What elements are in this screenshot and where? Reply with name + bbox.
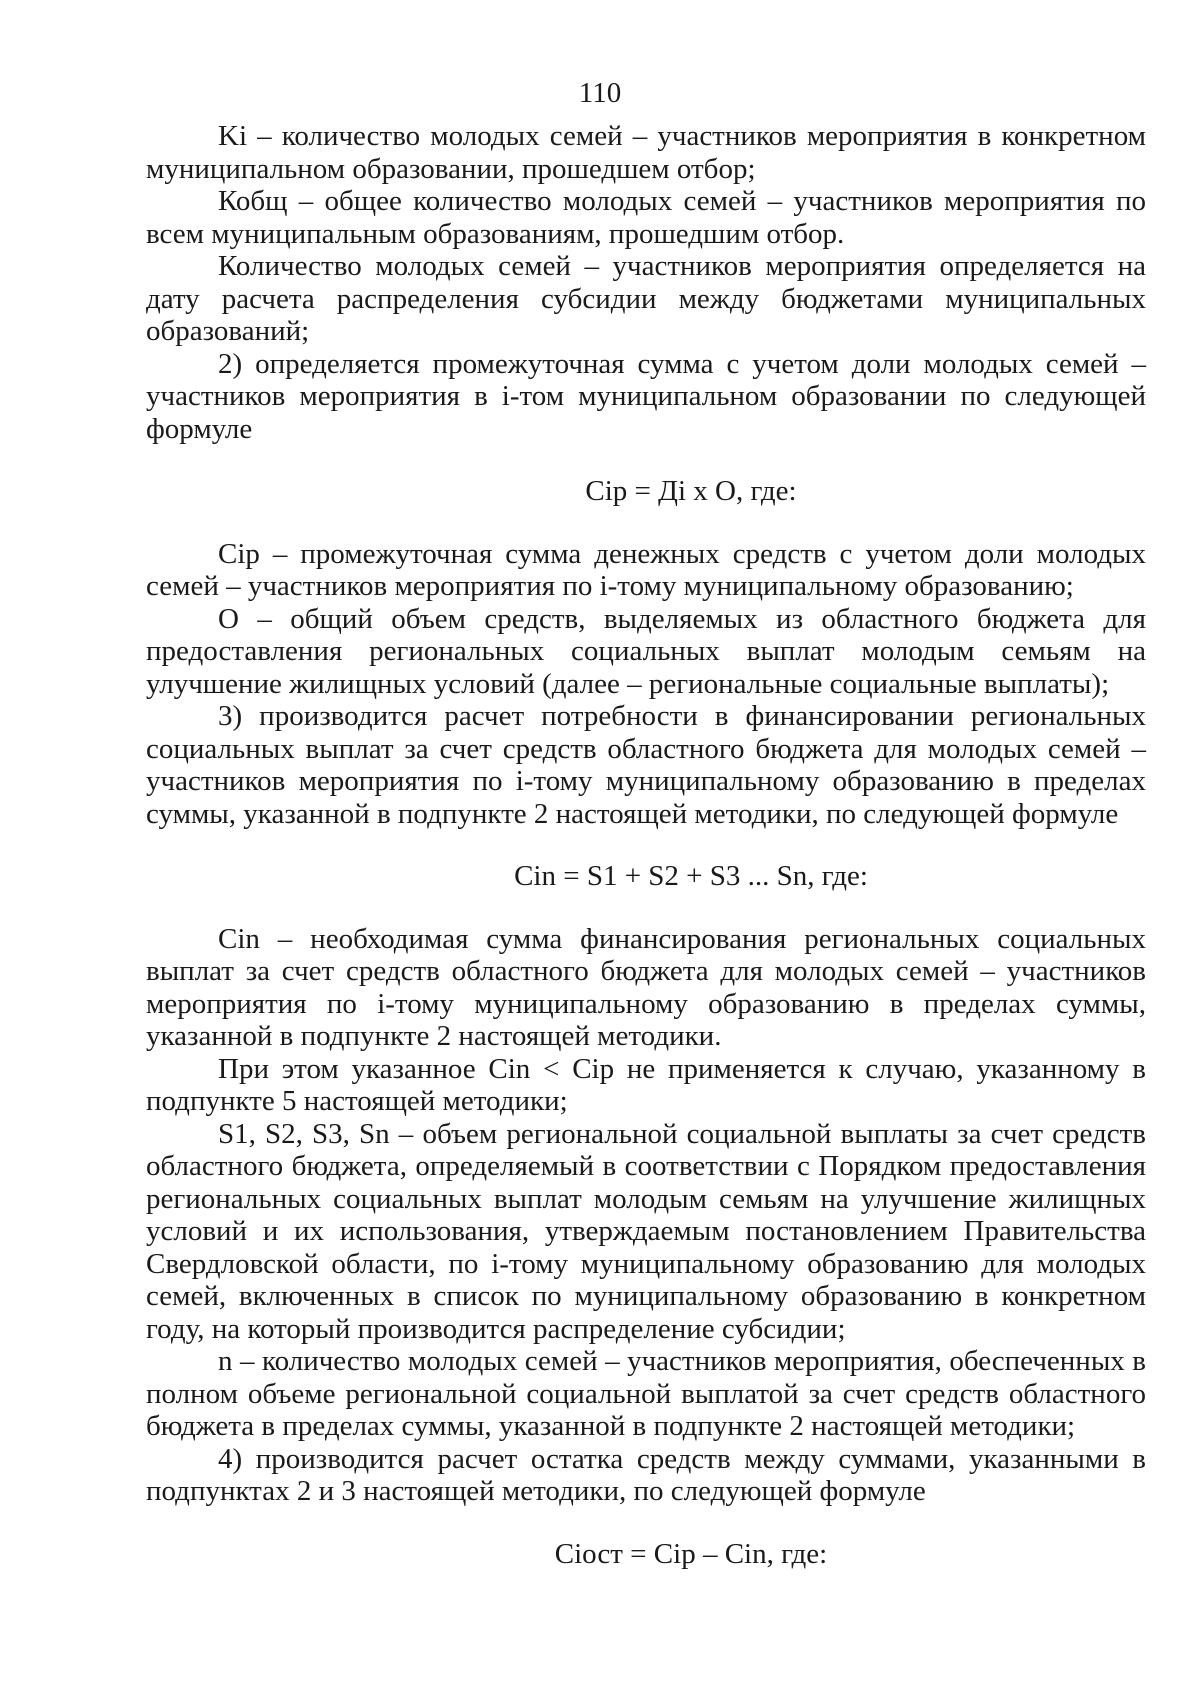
- paragraph-cir-definition: Ciр – промежуточная сумма денежных средств с учетом доли молодых семей – участников мероприятия по i-тому муниципальному образованию;: [146, 537, 1146, 602]
- paragraph-kobsch-definition: Кобщ – общее количество молодых семей – участников мероприятия по всем муниципальным образованиям, прошедшим отбор.: [146, 185, 1146, 250]
- paragraph-s-definition: S1, S2, S3, Sn – объем региональной социальной выплаты за счет средств областного бюджета, определяемый в соответствии с Порядком предоставления региональных социальных выплат молодым семьям на улучшение жилищных условий и их использования, утверждаемым постановлением Правительства Свердловской области, по i-тому муниципальному образованию для молодых семей, включенных в список по муниципальному образованию в конкретном году, на который производится распределение субсидии;: [146, 1117, 1146, 1345]
- formula-ciost: Ciост = Ciр – Cin, где:: [554, 1537, 828, 1570]
- paragraph-step-4: 4) производится расчет остатка средств между суммами, указанными в подпунктах 2 и 3 настоящей методики, по следующей формуле: [146, 1442, 1146, 1507]
- paragraph-cin-definition: Cin – необходимая сумма финансирования региональных социальных выплат за счет средств областного бюджета для молодых семей – участников мероприятия по i-тому муниципальному образованию в пределах суммы, указанной в подпункте 2 настоящей методики.: [146, 922, 1146, 1052]
- paragraph-n-definition: n – количество молодых семей – участников мероприятия, обеспеченных в полном объеме региональной социальной выплатой за счет средств областного бюджета в пределах суммы, указанной в подпункте 2 настоящей методики;: [146, 1345, 1146, 1442]
- paragraph-cin-exception: При этом указанное Cin < Ciр не применяется к случаю, указанному в подпункте 5 настоящей методики;: [146, 1052, 1146, 1117]
- formula-cin: Cin = S1 + S2 + S3 ... Sn, где:: [514, 860, 868, 892]
- paragraph-families-count-date: Количество молодых семей – участников мероприятия определяется на дату расчета распределения субсидии между бюджетами муниципальных образований;: [146, 250, 1146, 347]
- page-number: 110: [578, 77, 622, 109]
- paragraph-o-definition: О – общий объем средств, выделяемых из областного бюджета для предоставления региональных социальных выплат молодым семьям на улучшение жилищных условий (далее – региональные социальные выплаты);: [146, 602, 1146, 700]
- paragraph-step-2: 2) определяется промежуточная сумма с учетом доли молодых семей – участников мероприятия в i-том муниципальном образовании по следующей формуле: [146, 347, 1146, 445]
- paragraph-ki-definition: Ki – количество молодых семей – участников мероприятия в конкретном муниципальном образовании, прошедшем отбор;: [146, 120, 1146, 185]
- formula-cir: Ciр = Дi x О, где:: [585, 475, 797, 507]
- document-body: [146, 120, 1146, 1570]
- paragraph-step-3: 3) производится расчет потребности в финансировании региональных социальных выплат за счет средств областного бюджета для молодых семей – участников мероприятия по i-тому муниципальному образованию в пределах суммы, указанной в подпункте 2 настоящей методики, по следующей формуле: [146, 700, 1146, 830]
